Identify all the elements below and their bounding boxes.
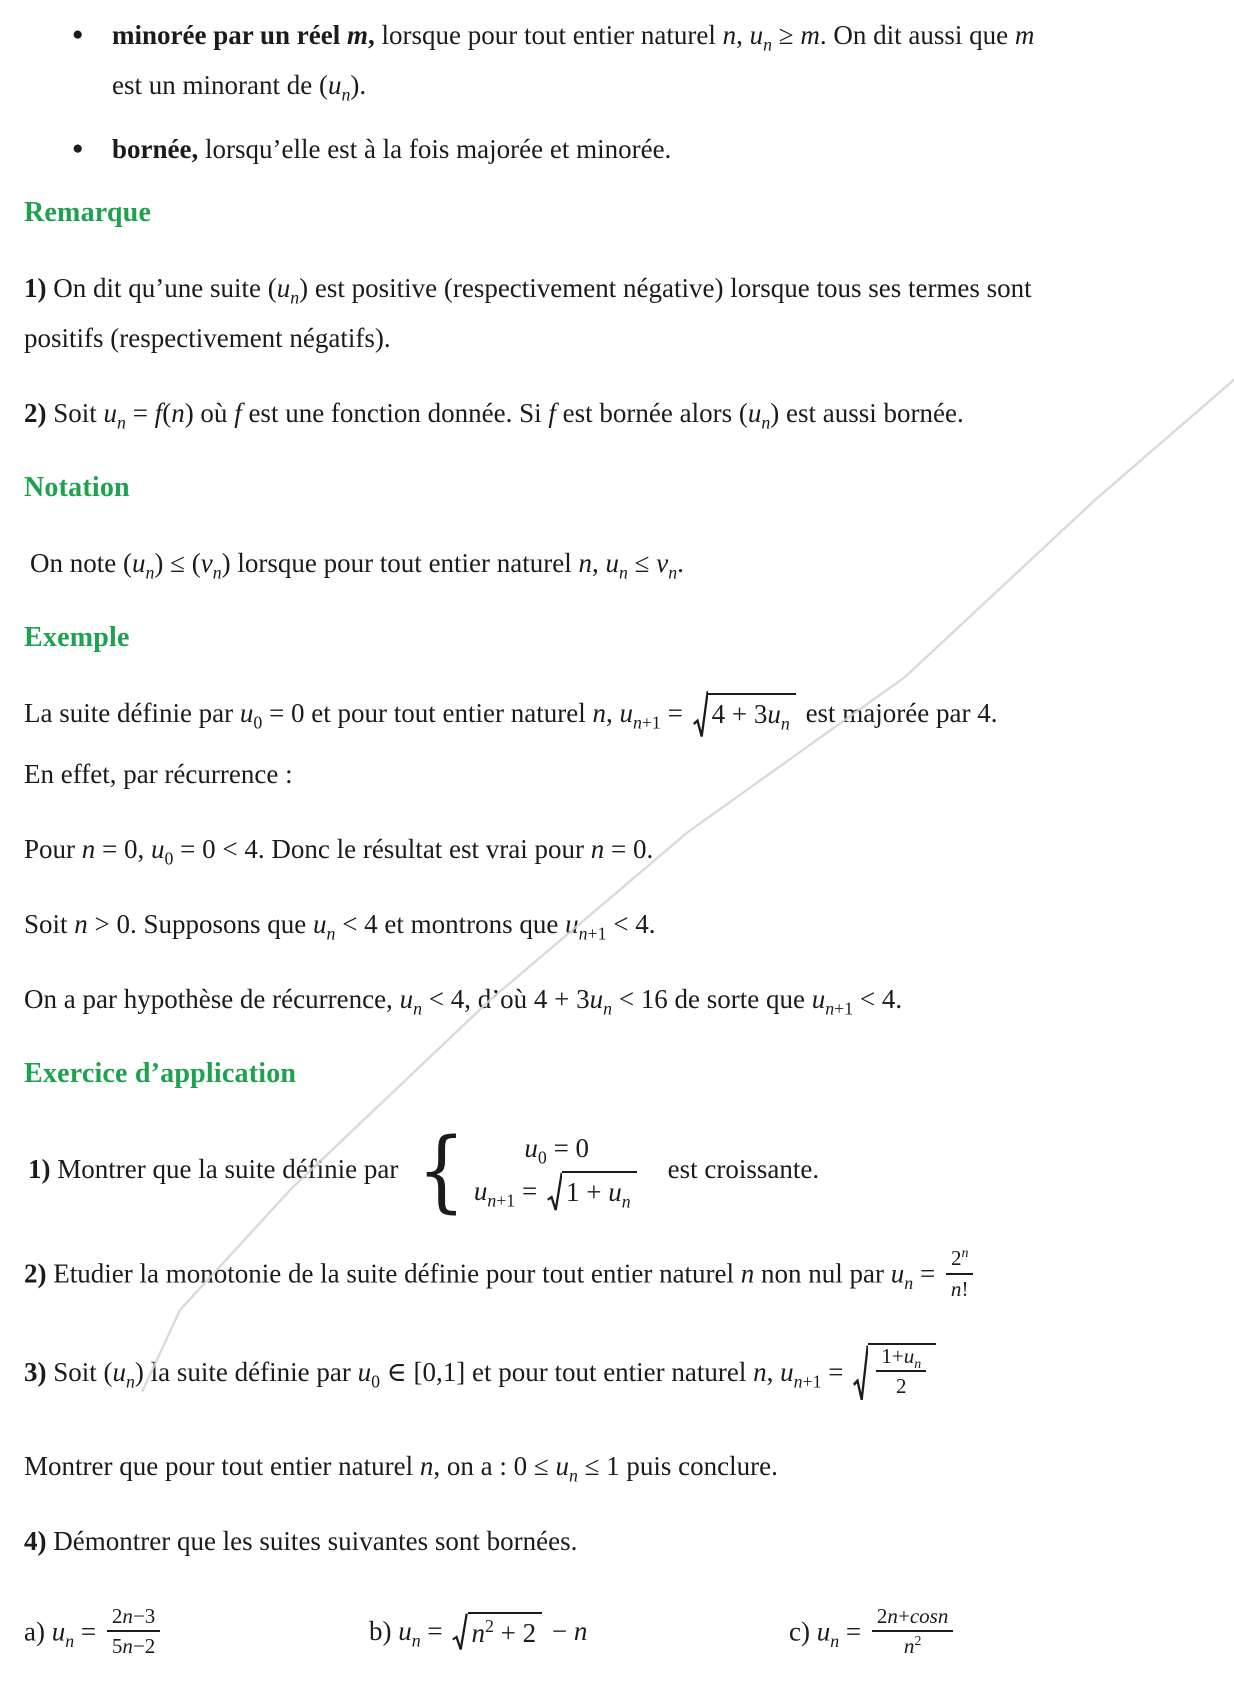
math-variable: u bbox=[51, 1616, 66, 1647]
text-run: On a par hypothèse de récurrence, bbox=[24, 983, 400, 1014]
math-variable: n bbox=[632, 712, 642, 733]
math-variable: u bbox=[619, 698, 633, 728]
text-run: +1 bbox=[587, 923, 607, 944]
text-run: 2 bbox=[896, 1374, 907, 1399]
math-variable: u bbox=[903, 1343, 915, 1368]
text-run: = 0 < 4. Donc le résultat est vrai pour bbox=[173, 833, 591, 864]
radicand bbox=[708, 693, 796, 732]
math-variable: n bbox=[903, 1633, 915, 1658]
math-variable: u bbox=[131, 548, 146, 578]
exercise-4-items-row bbox=[24, 1603, 1204, 1663]
math-variable: n bbox=[145, 562, 155, 583]
text-run: −2 bbox=[132, 1633, 156, 1658]
math-variable: n bbox=[780, 713, 790, 734]
math-variable: n bbox=[419, 1450, 434, 1481]
radicand bbox=[868, 1343, 936, 1403]
fraction-numerator bbox=[946, 1245, 973, 1274]
cases-row bbox=[474, 1172, 640, 1214]
math-variable: n bbox=[341, 84, 351, 105]
bold-text-run: 2) bbox=[24, 1258, 47, 1289]
math-subscript bbox=[412, 1631, 421, 1651]
bold-text-run: 4) bbox=[24, 1525, 47, 1556]
text-run: < 4, d’où 4 + 3 bbox=[421, 983, 590, 1014]
math-variable: u bbox=[565, 908, 579, 939]
math-subscript bbox=[371, 1371, 380, 1391]
math-superscript bbox=[914, 1634, 921, 1649]
section-heading-exemple: Exemple bbox=[24, 622, 130, 653]
math-variable: n bbox=[117, 412, 126, 433]
math-variable: n bbox=[763, 34, 773, 55]
text-run: Démontrer que les suites suivantes sont bornées. bbox=[46, 1525, 578, 1556]
text-run: ≤ bbox=[627, 548, 657, 578]
text-run: = 0 et pour tout entier naturel bbox=[262, 698, 593, 728]
math-subscript bbox=[633, 712, 661, 732]
text-run: ) est aussi bornée. bbox=[770, 398, 964, 428]
text-run: 2 bbox=[914, 1633, 922, 1649]
math-subscript bbox=[794, 1371, 822, 1391]
math-variable: n bbox=[825, 998, 835, 1019]
math-variable: n bbox=[793, 1371, 803, 1392]
math-variable: n bbox=[590, 833, 605, 864]
text-run: = 0 bbox=[546, 1132, 590, 1163]
radical-symbol-icon bbox=[452, 1612, 467, 1651]
text-run: ! bbox=[961, 1276, 969, 1301]
text-run: Soit bbox=[24, 908, 75, 939]
text-run: , bbox=[592, 548, 606, 578]
math-subscript bbox=[126, 1371, 135, 1391]
math-variable: n bbox=[171, 398, 185, 428]
math-fraction bbox=[876, 1343, 926, 1400]
fraction-numerator bbox=[872, 1603, 954, 1632]
radicand bbox=[562, 1171, 637, 1210]
text-run: 2 bbox=[111, 1603, 123, 1628]
text-run: +1 bbox=[496, 1190, 516, 1211]
math-subscript bbox=[538, 1147, 547, 1167]
bold-text-run: minorée par un réel bbox=[112, 20, 347, 50]
text-run: c) bbox=[789, 1616, 817, 1647]
text-run: , bbox=[736, 20, 750, 50]
math-square-root bbox=[693, 689, 796, 739]
text-run: a) bbox=[24, 1616, 52, 1647]
fraction-denominator bbox=[946, 1275, 974, 1302]
math-subscript bbox=[117, 412, 126, 432]
bold-text-run: bornée, bbox=[112, 134, 199, 164]
math-variable: u bbox=[473, 1175, 488, 1206]
bullet-icon: ● bbox=[72, 138, 84, 159]
text-run: En effet, par récurrence : bbox=[24, 758, 293, 789]
text-run: = bbox=[125, 398, 155, 428]
text-run: Etudier la monotonie de la suite définie pour tout entier naturel bbox=[46, 1258, 741, 1289]
bold-text-run: 3) bbox=[24, 1356, 47, 1387]
math-variable: n bbox=[621, 1191, 631, 1212]
exercise-3-followup bbox=[24, 1441, 1204, 1491]
text-run: non nul par bbox=[754, 1258, 891, 1289]
text-run: = bbox=[74, 1616, 103, 1647]
math-variable: n bbox=[668, 562, 678, 583]
math-fraction bbox=[946, 1245, 974, 1302]
paragraph-exemple-base bbox=[24, 824, 1204, 874]
text-run: −3 bbox=[132, 1603, 156, 1628]
math-variable: n bbox=[722, 20, 737, 50]
math-variable: n bbox=[961, 1246, 969, 1262]
text-run: 0 bbox=[253, 712, 263, 733]
math-variable: v bbox=[656, 548, 669, 578]
math-variable: f bbox=[154, 398, 163, 428]
text-run: +1 bbox=[834, 998, 854, 1019]
math-variable: u bbox=[151, 833, 165, 864]
math-superscript bbox=[961, 1246, 968, 1261]
paragraph-notation bbox=[24, 538, 1204, 588]
text-run: 1+ bbox=[881, 1343, 904, 1368]
math-variable: n bbox=[413, 998, 422, 1019]
text-run: ≥ bbox=[772, 20, 801, 50]
text-run: , bbox=[766, 1356, 781, 1387]
math-variable: u bbox=[605, 548, 619, 578]
section-heading-remarque: Remarque bbox=[24, 197, 152, 228]
math-variable: f bbox=[234, 398, 242, 428]
math-cases-system bbox=[413, 1119, 640, 1224]
text-run: est majorée par 4. bbox=[798, 698, 998, 728]
exercise-1 bbox=[24, 1119, 1204, 1224]
math-subscript bbox=[413, 998, 422, 1018]
math-variable: u bbox=[608, 1177, 622, 1208]
bullet-text-minoree bbox=[112, 10, 1204, 110]
text-run: = bbox=[821, 1356, 851, 1387]
paragraph-exemple-hypothese bbox=[24, 899, 1204, 949]
math-variable: u bbox=[767, 698, 781, 729]
text-run: ) lorsque pour tout entier naturel bbox=[221, 548, 579, 578]
text-run: = bbox=[420, 1616, 450, 1647]
math-variable: n bbox=[603, 998, 613, 1019]
text-run: b) bbox=[369, 1616, 399, 1647]
text-run: < 16 de sorte que bbox=[612, 983, 812, 1014]
math-variable: u bbox=[313, 908, 327, 939]
math-variable: n bbox=[471, 1618, 485, 1649]
math-variable: n bbox=[326, 923, 336, 944]
paragraph-remarque-1 bbox=[24, 263, 1204, 363]
text-run: 1 + bbox=[566, 1177, 609, 1208]
fraction-numerator bbox=[107, 1603, 160, 1632]
cases-brace: { bbox=[417, 1119, 466, 1224]
text-run: = 0, bbox=[95, 833, 151, 864]
text-run: Soit bbox=[46, 398, 104, 428]
text-run: ) la suite définie par bbox=[134, 1356, 358, 1387]
math-subscript bbox=[904, 1273, 913, 1293]
text-run: On note ( bbox=[30, 548, 132, 578]
cases-row bbox=[524, 1129, 589, 1168]
section-heading-notation: Notation bbox=[24, 472, 130, 503]
text-run: est un minorant de ( bbox=[112, 70, 328, 100]
radicand bbox=[468, 1612, 543, 1651]
bold-text-run: 2) bbox=[24, 398, 47, 428]
math-subscript bbox=[253, 712, 262, 732]
math-subscript bbox=[825, 998, 853, 1018]
definition-bullet-list bbox=[24, 10, 1204, 174]
bullet-item-bornee bbox=[24, 124, 1204, 174]
math-variable: u bbox=[327, 70, 342, 100]
math-variable: u bbox=[103, 398, 118, 428]
math-variable: u bbox=[749, 20, 764, 50]
exercise-3 bbox=[24, 1345, 1204, 1405]
text-run: − bbox=[545, 1616, 574, 1647]
math-variable: u bbox=[811, 983, 826, 1014]
math-fraction bbox=[872, 1603, 954, 1660]
math-variable: u bbox=[112, 1356, 127, 1387]
text-run: Montrer que la suite définie par bbox=[50, 1153, 406, 1184]
formula-item-b bbox=[369, 1614, 789, 1654]
text-run: 5 bbox=[111, 1633, 123, 1658]
math-variable: n bbox=[568, 1465, 578, 1485]
math-variable: u bbox=[780, 1356, 794, 1387]
math-variable: u bbox=[239, 698, 254, 728]
math-subscript bbox=[622, 1192, 631, 1212]
bold-italic-var: m bbox=[346, 20, 368, 50]
math-variable: n bbox=[592, 698, 606, 728]
math-variable: u bbox=[524, 1132, 538, 1163]
math-subscript bbox=[781, 713, 790, 733]
math-subscript bbox=[65, 1631, 74, 1651]
fraction-denominator bbox=[107, 1632, 160, 1659]
math-variable: u bbox=[399, 983, 414, 1014]
bullet-text-bornee bbox=[112, 124, 1204, 174]
text-run: 4 + 3 bbox=[711, 698, 768, 729]
text-run: 2 bbox=[485, 1616, 494, 1637]
math-variable: n bbox=[573, 1616, 588, 1647]
math-variable: n bbox=[950, 1276, 962, 1301]
math-variable: u bbox=[589, 983, 604, 1014]
math-fraction bbox=[107, 1603, 160, 1660]
math-variable: n bbox=[753, 1356, 767, 1387]
text-run: . On dit aussi que bbox=[819, 20, 1015, 50]
text-run: 0 bbox=[164, 848, 174, 869]
formula-item-c bbox=[789, 1603, 1204, 1663]
math-variable: n bbox=[290, 287, 300, 308]
math-variable: n bbox=[937, 1603, 949, 1628]
text-run: 0 bbox=[371, 1371, 380, 1392]
text-run: ∈ [0,1] et pour tout entier naturel bbox=[380, 1356, 754, 1387]
text-run: = bbox=[839, 1616, 868, 1647]
text-run: Soit ( bbox=[46, 1356, 113, 1387]
paragraph-exemple-recurrence bbox=[24, 749, 1204, 799]
text-run: ) où bbox=[184, 398, 235, 428]
math-variable: u bbox=[398, 1616, 412, 1647]
math-variable: n bbox=[830, 1630, 840, 1651]
math-variable: u bbox=[276, 273, 291, 303]
math-variable: n bbox=[578, 923, 588, 944]
text-run: , bbox=[605, 698, 620, 728]
text-run: > 0. Supposons que bbox=[87, 908, 314, 939]
math-variable: n bbox=[487, 1190, 497, 1211]
math-variable: n bbox=[65, 1630, 75, 1651]
math-square-root bbox=[853, 1343, 936, 1403]
math-subscript bbox=[668, 562, 677, 582]
text-run: lorsque pour tout entier naturel bbox=[374, 20, 723, 50]
text-run: La suite définie par bbox=[24, 698, 240, 728]
bullet-icon: ● bbox=[72, 24, 84, 45]
math-subscript bbox=[761, 412, 770, 432]
text-run: Montrer que pour tout entier naturel bbox=[24, 1450, 420, 1481]
text-run: = bbox=[913, 1258, 942, 1289]
text-run: = 0. bbox=[604, 833, 654, 864]
text-run: lorsqu’elle est à la fois majorée et minorée. bbox=[198, 134, 672, 164]
math-variable: u bbox=[890, 1258, 905, 1289]
math-variable: u bbox=[816, 1616, 831, 1647]
paragraph-remarque-2 bbox=[24, 388, 1204, 438]
math-variable: u bbox=[555, 1450, 569, 1481]
math-superscript bbox=[485, 1616, 494, 1636]
text-run: < 4. bbox=[606, 908, 656, 939]
math-subscript bbox=[830, 1631, 839, 1651]
text-run: est croissante. bbox=[667, 1153, 820, 1184]
math-variable: f bbox=[548, 398, 556, 428]
math-variable: n bbox=[74, 908, 88, 939]
text-run: + 2 bbox=[493, 1618, 537, 1649]
math-variable: cos bbox=[909, 1603, 938, 1628]
text-run: ). bbox=[350, 70, 367, 100]
math-square-root bbox=[452, 1612, 542, 1651]
math-variable: n bbox=[740, 1258, 755, 1289]
math-subscript bbox=[569, 1465, 578, 1485]
bold-text-run: 1) bbox=[24, 273, 47, 303]
math-variable: n bbox=[887, 1603, 898, 1628]
math-subscript bbox=[487, 1190, 515, 1210]
text-run: + bbox=[897, 1603, 910, 1628]
text-run: < 4. bbox=[853, 983, 903, 1014]
math-variable: u bbox=[357, 1356, 372, 1387]
math-variable: n bbox=[411, 1630, 421, 1651]
math-square-root bbox=[547, 1171, 637, 1212]
text-run: est une fonction donnée. Si bbox=[241, 398, 549, 428]
text-run: 0 bbox=[537, 1147, 547, 1168]
math-variable: m bbox=[1014, 20, 1035, 50]
math-variable: n bbox=[212, 562, 222, 583]
text-run: ) est positive (respectivement négative) lorsque tous ses termes sont bbox=[299, 273, 1032, 303]
text-run: +1 bbox=[641, 712, 661, 733]
paragraph-exemple-intro bbox=[24, 688, 1204, 741]
formula-item-a bbox=[24, 1603, 369, 1663]
text-run: . bbox=[677, 548, 684, 578]
text-run: positifs (respectivement négatifs). bbox=[24, 323, 391, 353]
math-subscript bbox=[619, 562, 628, 582]
section-heading-exercice: Exercice d’application bbox=[24, 1057, 297, 1089]
radical-symbol-icon bbox=[547, 1171, 562, 1212]
math-variable: n bbox=[914, 1357, 922, 1373]
paragraph-exemple-conclusion bbox=[24, 974, 1204, 1024]
text-run: = bbox=[660, 698, 690, 728]
text-run: ( bbox=[162, 398, 172, 428]
math-subscript bbox=[213, 562, 222, 582]
math-variable: n bbox=[619, 562, 628, 583]
radical-symbol-icon bbox=[853, 1343, 868, 1403]
text-run: est bornée alors ( bbox=[555, 398, 748, 428]
math-variable: n bbox=[761, 412, 771, 433]
exercise-4 bbox=[24, 1516, 1204, 1566]
math-variable: n bbox=[578, 548, 592, 578]
text-run: , on a : 0 ≤ bbox=[433, 1450, 556, 1481]
math-subscript bbox=[763, 34, 772, 54]
text-run: < 4 et montrons que bbox=[335, 908, 566, 939]
math-variable: n bbox=[81, 833, 96, 864]
math-subscript bbox=[290, 287, 299, 307]
fraction-denominator bbox=[891, 1372, 912, 1399]
fraction-denominator bbox=[899, 1632, 926, 1659]
cases-rows bbox=[474, 1129, 640, 1215]
bold-text-run: , bbox=[367, 20, 375, 50]
text-run: On dit qu’une suite ( bbox=[46, 273, 277, 303]
math-variable: n bbox=[126, 1371, 135, 1392]
math-variable: v bbox=[200, 548, 213, 578]
text-run: = bbox=[515, 1175, 544, 1206]
math-subscript bbox=[579, 923, 607, 943]
math-variable: n bbox=[904, 1273, 914, 1294]
exercise-2 bbox=[24, 1248, 1204, 1305]
math-variable: n bbox=[122, 1633, 133, 1658]
text-run: +1 bbox=[802, 1371, 822, 1392]
math-variable: m bbox=[800, 20, 820, 50]
math-subscript bbox=[914, 1357, 921, 1372]
text-run: 2 bbox=[876, 1603, 888, 1628]
radical-symbol-icon bbox=[693, 689, 708, 739]
math-variable: n bbox=[122, 1603, 133, 1628]
fraction-numerator bbox=[876, 1343, 926, 1372]
math-subscript bbox=[603, 998, 612, 1018]
text-run: ) ≤ ( bbox=[154, 548, 201, 578]
text-run: Pour bbox=[24, 833, 82, 864]
text-run: ≤ 1 puis conclure. bbox=[577, 1450, 778, 1481]
math-variable: u bbox=[747, 398, 762, 428]
bullet-item-minoree bbox=[24, 10, 1204, 110]
text-run: 2 bbox=[950, 1246, 962, 1271]
bold-text-run: 1) bbox=[28, 1153, 51, 1184]
